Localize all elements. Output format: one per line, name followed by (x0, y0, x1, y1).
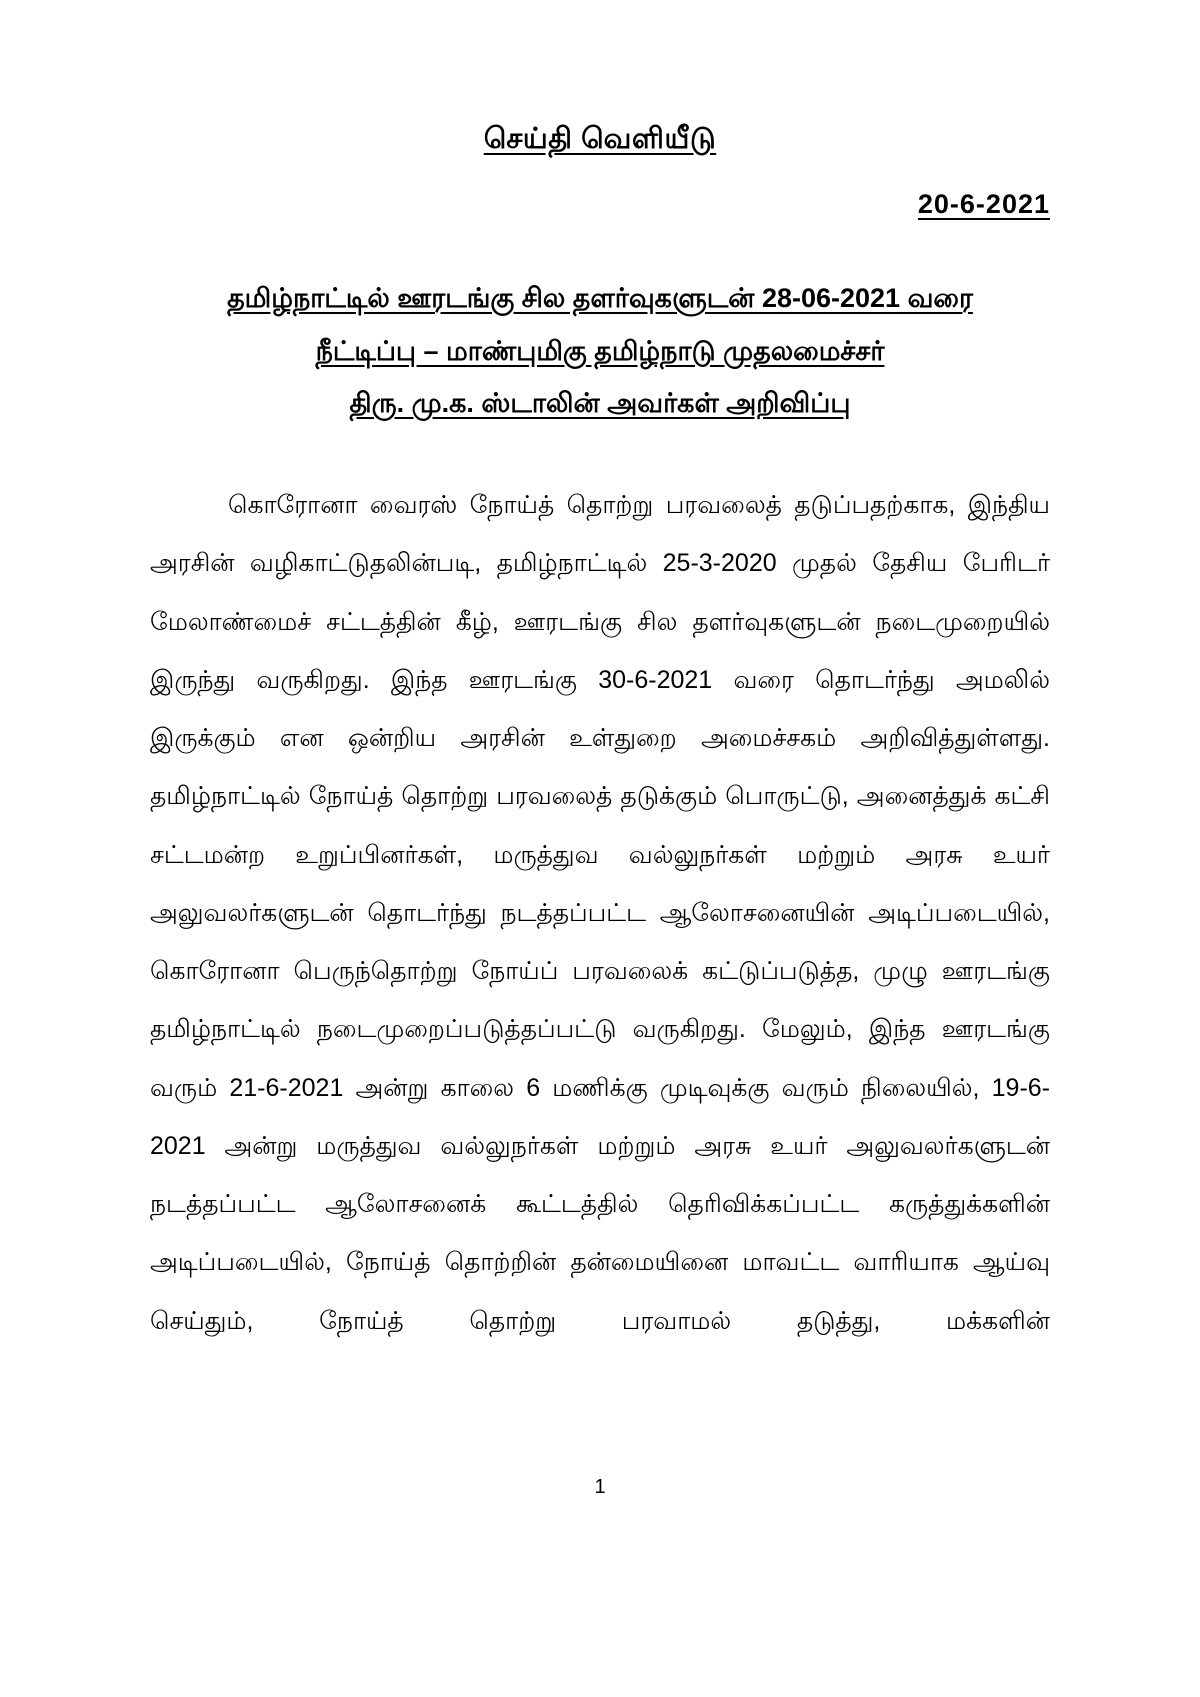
document-body (150, 476, 1050, 1408)
body-paragraph: கொரோனா வைரஸ் நோய்த் தொற்று பரவலைத் தடுப்பதற்காக, இந்திய அரசின் வழிகாட்டுதலின்படி, தமிழ்நாட்டில் 25-3-2020 முதல் தேசிய பேரிடர் மேலாண்மைச் சட்டத்தின் கீழ், ஊரடங்கு சில தளர்வுகளுடன் நடைமுறையில் இருந்து வருகிறது. இந்த ஊரடங்கு 30-6-2021 வரை தொடர்ந்து அமலில் இருக்கும் என ஒன்றிய அரசின் உள்துறை அமைச்சகம் அறிவித்துள்ளது. தமிழ்நாட்டில் நோய்த் தொற்று பரவலைத் தடுக்கும் பொருட்டு, அனைத்துக் கட்சி சட்டமன்ற உறுப்பினர்கள், மருத்துவ வல்லுநர்கள் மற்றும் அரசு உயர் அலுவலர்களுடன் தொடர்ந்து நடத்தப்பட்ட ஆலோசனையின் அடிப்படையில், கொரோனா பெருந்தொற்று நோய்ப் பரவலைக் கட்டுப்படுத்த, முழு ஊரடங்கு தமிழ்நாட்டில் நடைமுறைப்படுத்தப்பட்டு வருகிறது. மேலும், இந்த ஊரடங்கு வரும் 21-6-2021 அன்று காலை 6 மணிக்கு முடிவுக்கு வரும் நிலையில், 19-6-2021 அன்று மருத்துவ வல்லுநர்கள் மற்றும் அரசு உயர் அலுவலர்களுடன் நடத்தப்பட்ட ஆலோசனைக் கூட்டத்தில் தெரிவிக்கப்பட்ட கருத்துக்களின் அடிப்படையில், நோய்த் தொற்றின் தன்மையினை மாவட்ட வாரியாக ஆய்வு செய்தும், நோய்த் தொற்று பரவாமல் தடுத்து, மக்களின் (150, 491, 1050, 1335)
page-title (150, 272, 1050, 430)
title-line-1 (150, 272, 1050, 325)
release-date (150, 189, 1050, 220)
title-line-2 (150, 325, 1050, 378)
release-date-text: 20-6-2021 (917, 189, 1050, 220)
press-release-header (150, 120, 1050, 159)
page-number: 1 (594, 1476, 606, 1498)
title-line-3-text: திரு. மு.க. ஸ்டாலின் அவர்கள் அறிவிப்பு (349, 388, 851, 419)
title-line-3 (150, 377, 1050, 430)
title-line-1-text: தமிழ்நாட்டில் ஊரடங்கு சில தளர்வுகளுடன் 28-06-2021 வரை (227, 283, 973, 314)
press-release-header-text: செய்தி வெளியீடு (483, 123, 717, 155)
title-line-2-text: நீட்டிப்பு – மாண்புமிகு தமிழ்நாடு முதலமைச்சர் (315, 335, 885, 366)
